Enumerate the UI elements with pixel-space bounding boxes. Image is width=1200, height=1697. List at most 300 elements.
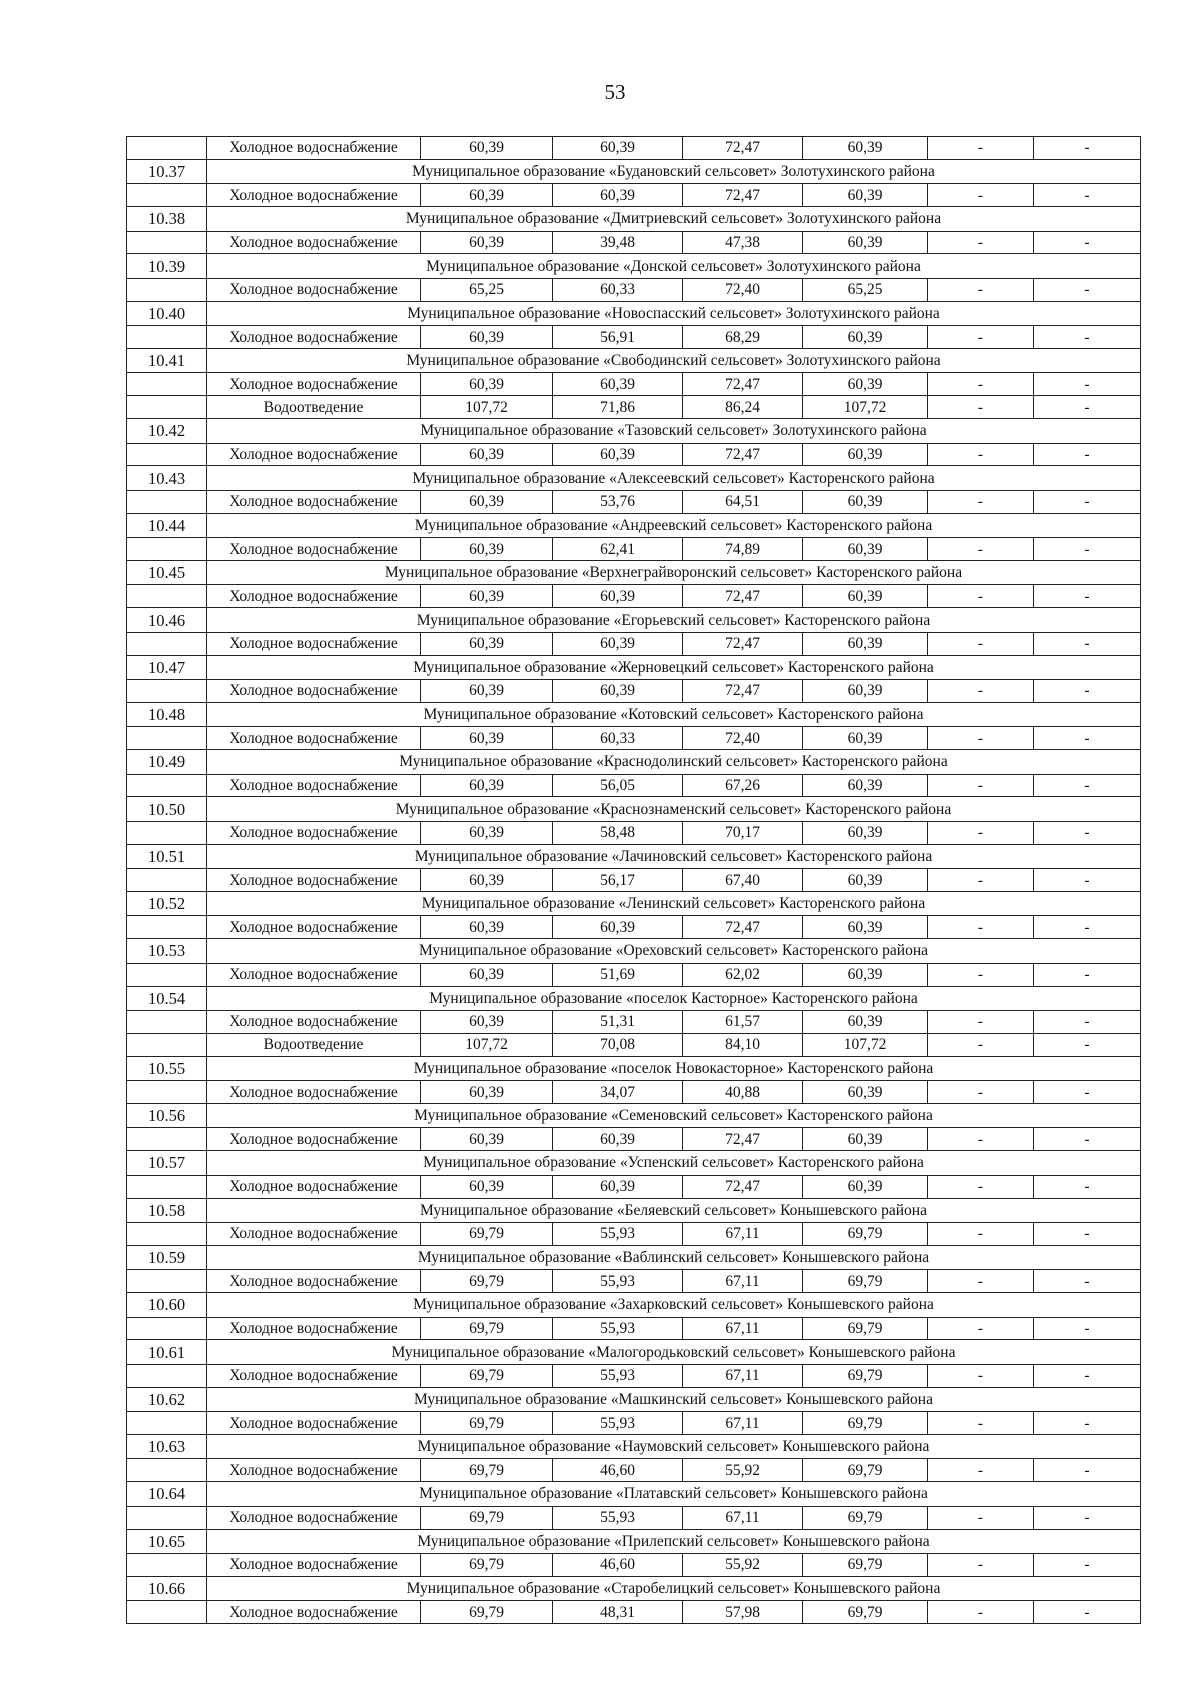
tariff-value: 58,48 — [553, 821, 683, 844]
municipality-title: Муниципальное образование «Свободинский сельсовет» Золотухинского района — [207, 349, 1141, 373]
table-row — [127, 137, 1141, 160]
empty-cell — [127, 326, 207, 349]
service-name: Холодное водоснабжение — [207, 821, 421, 844]
municipality-row — [127, 301, 1141, 325]
row-number: 10.45 — [127, 561, 207, 585]
municipality-row — [127, 159, 1141, 183]
tariff-value: 60,39 — [803, 727, 928, 750]
tariff-value: - — [1034, 443, 1141, 466]
table-row — [127, 1010, 1141, 1033]
tariff-value: - — [1034, 585, 1141, 608]
tariff-value: 72,40 — [683, 278, 803, 301]
municipality-title: Муниципальное образование «Наумовский сельсовет» Конышевского района — [207, 1434, 1141, 1458]
tariff-value: - — [1034, 821, 1141, 844]
row-number: 10.55 — [127, 1056, 207, 1080]
tariff-value: 60,39 — [803, 585, 928, 608]
municipality-row — [127, 1434, 1141, 1458]
tariff-value: 60,39 — [803, 916, 928, 939]
tariff-value: 69,79 — [421, 1270, 553, 1293]
empty-cell — [127, 1459, 207, 1482]
empty-cell — [127, 679, 207, 702]
tariff-value: 67,11 — [683, 1222, 803, 1245]
tariff-value: - — [928, 727, 1034, 750]
tariff-value: - — [928, 396, 1034, 419]
tariff-value: 69,79 — [803, 1459, 928, 1482]
table-row — [127, 585, 1141, 608]
service-name: Холодное водоснабжение — [207, 1459, 421, 1482]
table-row — [127, 326, 1141, 349]
tariff-value: - — [1034, 326, 1141, 349]
tariff-value: 61,57 — [683, 1010, 803, 1033]
municipality-title: Муниципальное образование «Верхнеграйворонский сельсовет» Касторенского района — [207, 561, 1141, 585]
tariff-value: 60,39 — [553, 373, 683, 396]
tariff-value: - — [928, 1317, 1034, 1340]
tariff-value: 60,39 — [421, 774, 553, 797]
empty-cell — [127, 1010, 207, 1033]
tariff-value: 60,39 — [421, 632, 553, 655]
tariff-value: 69,79 — [421, 1601, 553, 1624]
municipality-row — [127, 1245, 1141, 1269]
tariff-value: 39,48 — [553, 231, 683, 254]
service-name: Холодное водоснабжение — [207, 1128, 421, 1151]
municipality-row — [127, 349, 1141, 373]
tariff-value: 56,17 — [553, 869, 683, 892]
municipality-row — [127, 1529, 1141, 1553]
row-number: 10.53 — [127, 939, 207, 963]
municipality-title: Муниципальное образование «Ореховский сельсовет» Касторенского района — [207, 939, 1141, 963]
tariff-table — [126, 136, 1141, 1624]
row-number: 10.60 — [127, 1293, 207, 1317]
table-row — [127, 821, 1141, 844]
municipality-row — [127, 207, 1141, 231]
municipality-title: Муниципальное образование «Жерновецкий сельсовет» Касторенского района — [207, 655, 1141, 679]
table-body — [127, 137, 1141, 1624]
tariff-value: - — [928, 137, 1034, 160]
tariff-value: 60,39 — [803, 679, 928, 702]
municipality-title: Муниципальное образование «Беляевский сельсовет» Конышевского района — [207, 1198, 1141, 1222]
tariff-value: 60,39 — [421, 184, 553, 207]
tariff-value: 62,41 — [553, 538, 683, 561]
municipality-row — [127, 419, 1141, 443]
table-row — [127, 963, 1141, 986]
empty-cell — [127, 1175, 207, 1198]
service-name: Холодное водоснабжение — [207, 1175, 421, 1198]
municipality-title: Муниципальное образование «поселок Новокасторное» Касторенского района — [207, 1056, 1141, 1080]
row-number: 10.49 — [127, 750, 207, 774]
tariff-value: - — [928, 1010, 1034, 1033]
tariff-value: - — [928, 1553, 1034, 1576]
row-number: 10.39 — [127, 254, 207, 278]
tariff-value: - — [1034, 538, 1141, 561]
table-row — [127, 1459, 1141, 1482]
empty-cell — [127, 774, 207, 797]
tariff-value: 107,72 — [421, 396, 553, 419]
tariff-value: - — [1034, 1412, 1141, 1435]
tariff-value: - — [928, 443, 1034, 466]
service-name: Холодное водоснабжение — [207, 1364, 421, 1387]
tariff-value: 60,39 — [553, 632, 683, 655]
table-row — [127, 490, 1141, 513]
municipality-title: Муниципальное образование «Семеновский сельсовет» Касторенского района — [207, 1104, 1141, 1128]
municipality-row — [127, 986, 1141, 1010]
row-number: 10.40 — [127, 301, 207, 325]
tariff-value: 60,39 — [803, 963, 928, 986]
tariff-value: 60,39 — [421, 443, 553, 466]
municipality-row — [127, 513, 1141, 537]
municipality-row — [127, 1482, 1141, 1506]
service-name: Холодное водоснабжение — [207, 774, 421, 797]
municipality-title: Муниципальное образование «Малогородьковский сельсовет» Конышевского района — [207, 1340, 1141, 1364]
tariff-value: - — [1034, 1317, 1141, 1340]
table-row — [127, 774, 1141, 797]
tariff-value: 60,39 — [553, 1128, 683, 1151]
tariff-value: - — [928, 538, 1034, 561]
tariff-value: 69,79 — [421, 1317, 553, 1340]
empty-cell — [127, 490, 207, 513]
tariff-value: 107,72 — [803, 396, 928, 419]
municipality-title: Муниципальное образование «Краснознаменский сельсовет» Касторенского района — [207, 797, 1141, 821]
tariff-value: 69,79 — [803, 1317, 928, 1340]
tariff-value: - — [928, 679, 1034, 702]
empty-cell — [127, 1601, 207, 1624]
service-name: Холодное водоснабжение — [207, 538, 421, 561]
tariff-value: - — [1034, 1033, 1141, 1056]
tariff-value: - — [928, 373, 1034, 396]
table-row — [127, 1128, 1141, 1151]
empty-cell — [127, 869, 207, 892]
table-row — [127, 1081, 1141, 1104]
tariff-value: 72,47 — [683, 443, 803, 466]
municipality-row — [127, 466, 1141, 490]
service-name: Холодное водоснабжение — [207, 184, 421, 207]
table-row — [127, 1506, 1141, 1529]
tariff-value: - — [1034, 373, 1141, 396]
table-row — [127, 727, 1141, 750]
table-row — [127, 1601, 1141, 1624]
municipality-row — [127, 1056, 1141, 1080]
tariff-value: 69,79 — [803, 1506, 928, 1529]
tariff-value: 60,39 — [553, 916, 683, 939]
tariff-value: 60,39 — [421, 1081, 553, 1104]
municipality-title: Муниципальное образование «Будановский сельсовет» Золотухинского района — [207, 159, 1141, 183]
municipality-row — [127, 702, 1141, 726]
tariff-value: 60,39 — [421, 869, 553, 892]
municipality-title: Муниципальное образование «поселок Касторное» Касторенского района — [207, 986, 1141, 1010]
tariff-value: 70,08 — [553, 1033, 683, 1056]
tariff-value: 60,33 — [553, 278, 683, 301]
municipality-title: Муниципальное образование «Донской сельсовет» Золотухинского района — [207, 254, 1141, 278]
service-name: Холодное водоснабжение — [207, 231, 421, 254]
tariff-value: - — [928, 1601, 1034, 1624]
tariff-value: 69,79 — [421, 1412, 553, 1435]
tariff-value: - — [928, 1506, 1034, 1529]
row-number: 10.59 — [127, 1245, 207, 1269]
service-name: Холодное водоснабжение — [207, 1412, 421, 1435]
row-number: 10.38 — [127, 207, 207, 231]
tariff-value: - — [1034, 679, 1141, 702]
tariff-value: 60,39 — [421, 963, 553, 986]
tariff-value: 51,31 — [553, 1010, 683, 1033]
empty-cell — [127, 137, 207, 160]
row-number: 10.44 — [127, 513, 207, 537]
row-number: 10.66 — [127, 1576, 207, 1600]
tariff-value: - — [1034, 1601, 1141, 1624]
tariff-value: - — [1034, 1010, 1141, 1033]
tariff-value: - — [1034, 184, 1141, 207]
tariff-value: 72,47 — [683, 679, 803, 702]
tariff-value: - — [928, 1270, 1034, 1293]
tariff-value: 55,93 — [553, 1317, 683, 1340]
empty-cell — [127, 538, 207, 561]
empty-cell — [127, 1317, 207, 1340]
empty-cell — [127, 916, 207, 939]
tariff-value: 60,39 — [553, 443, 683, 466]
row-number: 10.52 — [127, 892, 207, 916]
service-name: Холодное водоснабжение — [207, 1222, 421, 1245]
tariff-value: 60,39 — [803, 632, 928, 655]
row-number: 10.43 — [127, 466, 207, 490]
tariff-value: 107,72 — [421, 1033, 553, 1056]
tariff-value: 60,39 — [421, 1175, 553, 1198]
municipality-title: Муниципальное образование «Прилепский сельсовет» Конышевского района — [207, 1529, 1141, 1553]
tariff-value: 60,39 — [421, 1128, 553, 1151]
table-row — [127, 1317, 1141, 1340]
tariff-value: - — [928, 916, 1034, 939]
tariff-value: 60,39 — [421, 585, 553, 608]
empty-cell — [127, 963, 207, 986]
tariff-value: - — [928, 869, 1034, 892]
tariff-value: 69,79 — [803, 1553, 928, 1576]
tariff-value: 67,40 — [683, 869, 803, 892]
tariff-value: 60,39 — [803, 137, 928, 160]
tariff-value: 69,79 — [803, 1222, 928, 1245]
tariff-value: - — [1034, 916, 1141, 939]
tariff-value: 55,93 — [553, 1270, 683, 1293]
row-number: 10.51 — [127, 844, 207, 868]
tariff-value: 72,47 — [683, 1128, 803, 1151]
tariff-value: - — [1034, 727, 1141, 750]
empty-cell — [127, 1553, 207, 1576]
service-name: Холодное водоснабжение — [207, 278, 421, 301]
municipality-title: Муниципальное образование «Егорьевский сельсовет» Касторенского района — [207, 608, 1141, 632]
tariff-value: - — [1034, 1364, 1141, 1387]
service-name: Холодное водоснабжение — [207, 1081, 421, 1104]
row-number: 10.47 — [127, 655, 207, 679]
service-name: Холодное водоснабжение — [207, 1270, 421, 1293]
tariff-value: 55,93 — [553, 1222, 683, 1245]
empty-cell — [127, 396, 207, 419]
service-name: Водоотведение — [207, 1033, 421, 1056]
tariff-value: 56,91 — [553, 326, 683, 349]
tariff-value: 55,93 — [553, 1364, 683, 1387]
row-number: 10.37 — [127, 159, 207, 183]
table-row — [127, 1412, 1141, 1435]
municipality-title: Муниципальное образование «Алексеевский сельсовет» Касторенского района — [207, 466, 1141, 490]
tariff-value: 69,79 — [803, 1412, 928, 1435]
tariff-value: 60,39 — [553, 679, 683, 702]
tariff-value: 67,26 — [683, 774, 803, 797]
municipality-title: Муниципальное образование «Андреевский сельсовет» Касторенского района — [207, 513, 1141, 537]
empty-cell — [127, 632, 207, 655]
service-name: Холодное водоснабжение — [207, 490, 421, 513]
municipality-row — [127, 892, 1141, 916]
tariff-value: 57,98 — [683, 1601, 803, 1624]
service-name: Холодное водоснабжение — [207, 1553, 421, 1576]
tariff-value: 60,39 — [553, 137, 683, 160]
tariff-value: 46,60 — [553, 1459, 683, 1482]
tariff-value: 71,86 — [553, 396, 683, 419]
tariff-value: 60,39 — [803, 184, 928, 207]
empty-cell — [127, 1412, 207, 1435]
empty-cell — [127, 184, 207, 207]
service-name: Холодное водоснабжение — [207, 679, 421, 702]
municipality-row — [127, 1104, 1141, 1128]
tariff-value: 72,47 — [683, 632, 803, 655]
municipality-title: Муниципальное образование «Лачиновский сельсовет» Касторенского района — [207, 844, 1141, 868]
tariff-value: - — [928, 1175, 1034, 1198]
tariff-value: 60,39 — [803, 774, 928, 797]
municipality-row — [127, 1576, 1141, 1600]
tariff-value: - — [1034, 1459, 1141, 1482]
tariff-value: - — [1034, 1553, 1141, 1576]
tariff-value: 60,39 — [421, 490, 553, 513]
tariff-value: 48,31 — [553, 1601, 683, 1624]
service-name: Холодное водоснабжение — [207, 1010, 421, 1033]
municipality-title: Муниципальное образование «Успенский сельсовет» Касторенского района — [207, 1151, 1141, 1175]
service-name: Холодное водоснабжение — [207, 326, 421, 349]
row-number: 10.48 — [127, 702, 207, 726]
row-number: 10.63 — [127, 1434, 207, 1458]
table-row — [127, 396, 1141, 419]
municipality-row — [127, 1151, 1141, 1175]
tariff-value: 65,25 — [803, 278, 928, 301]
municipality-row — [127, 797, 1141, 821]
tariff-value: 60,39 — [421, 1010, 553, 1033]
tariff-value: - — [1034, 396, 1141, 419]
row-number: 10.50 — [127, 797, 207, 821]
tariff-value: 60,39 — [803, 821, 928, 844]
municipality-row — [127, 1293, 1141, 1317]
tariff-value: 60,39 — [553, 1175, 683, 1198]
empty-cell — [127, 585, 207, 608]
municipality-title: Муниципальное образование «Старобелицкий сельсовет» Конышевского района — [207, 1576, 1141, 1600]
municipality-row — [127, 1340, 1141, 1364]
tariff-value: 55,93 — [553, 1412, 683, 1435]
tariff-value: 72,47 — [683, 184, 803, 207]
tariff-value: 74,89 — [683, 538, 803, 561]
tariff-value: - — [928, 231, 1034, 254]
tariff-value: 60,39 — [421, 137, 553, 160]
tariff-value: - — [1034, 490, 1141, 513]
tariff-value: - — [928, 490, 1034, 513]
tariff-value: 69,79 — [803, 1364, 928, 1387]
tariff-value: 72,47 — [683, 585, 803, 608]
service-name: Водоотведение — [207, 396, 421, 419]
tariff-value: 69,79 — [421, 1553, 553, 1576]
tariff-value: 67,11 — [683, 1506, 803, 1529]
row-number: 10.56 — [127, 1104, 207, 1128]
empty-cell — [127, 1033, 207, 1056]
service-name: Холодное водоснабжение — [207, 869, 421, 892]
empty-cell — [127, 1506, 207, 1529]
tariff-value: 55,92 — [683, 1459, 803, 1482]
tariff-value: 60,39 — [803, 443, 928, 466]
empty-cell — [127, 1128, 207, 1151]
table-row — [127, 1033, 1141, 1056]
tariff-value: - — [1034, 869, 1141, 892]
municipality-title: Муниципальное образование «Ваблинский сельсовет» Конышевского района — [207, 1245, 1141, 1269]
tariff-value: 69,79 — [803, 1601, 928, 1624]
municipality-row — [127, 254, 1141, 278]
tariff-value: 69,79 — [421, 1459, 553, 1482]
table-row — [127, 278, 1141, 301]
table-row — [127, 1553, 1141, 1576]
service-name: Холодное водоснабжение — [207, 632, 421, 655]
municipality-row — [127, 561, 1141, 585]
tariff-value: 68,29 — [683, 326, 803, 349]
row-number: 10.61 — [127, 1340, 207, 1364]
tariff-value: - — [1034, 1175, 1141, 1198]
tariff-value: 65,25 — [421, 278, 553, 301]
table-row — [127, 443, 1141, 466]
municipality-title: Муниципальное образование «Котовский сельсовет» Касторенского района — [207, 702, 1141, 726]
tariff-value: 64,51 — [683, 490, 803, 513]
municipality-row — [127, 1387, 1141, 1411]
tariff-value: - — [928, 1033, 1034, 1056]
tariff-value: 67,11 — [683, 1412, 803, 1435]
municipality-row — [127, 655, 1141, 679]
tariff-value: - — [1034, 231, 1141, 254]
table-row — [127, 679, 1141, 702]
municipality-title: Муниципальное образование «Тазовский сельсовет» Золотухинского района — [207, 419, 1141, 443]
tariff-value: 86,24 — [683, 396, 803, 419]
table-row — [127, 184, 1141, 207]
table-row — [127, 1222, 1141, 1245]
tariff-value: 67,11 — [683, 1364, 803, 1387]
empty-cell — [127, 1081, 207, 1104]
row-number: 10.62 — [127, 1387, 207, 1411]
municipality-title: Муниципальное образование «Захарковский сельсовет» Конышевского района — [207, 1293, 1141, 1317]
tariff-value: 72,40 — [683, 727, 803, 750]
tariff-value: 72,47 — [683, 916, 803, 939]
tariff-value: 40,88 — [683, 1081, 803, 1104]
tariff-value: - — [928, 1128, 1034, 1151]
tariff-value: - — [928, 585, 1034, 608]
tariff-value: - — [928, 1222, 1034, 1245]
table-row — [127, 869, 1141, 892]
tariff-value: 34,07 — [553, 1081, 683, 1104]
tariff-value: - — [928, 821, 1034, 844]
service-name: Холодное водоснабжение — [207, 1601, 421, 1624]
municipality-title: Муниципальное образование «Машкинский сельсовет» Конышевского района — [207, 1387, 1141, 1411]
tariff-value: - — [1034, 774, 1141, 797]
tariff-value: 56,05 — [553, 774, 683, 797]
tariff-value: - — [928, 326, 1034, 349]
tariff-value: 60,39 — [421, 821, 553, 844]
empty-cell — [127, 821, 207, 844]
tariff-value: 69,79 — [803, 1270, 928, 1293]
tariff-value: - — [1034, 963, 1141, 986]
tariff-value: 84,10 — [683, 1033, 803, 1056]
empty-cell — [127, 1270, 207, 1293]
municipality-title: Муниципальное образование «Ленинский сельсовет» Касторенского района — [207, 892, 1141, 916]
municipality-row — [127, 939, 1141, 963]
tariff-value: 60,39 — [421, 679, 553, 702]
table-row — [127, 231, 1141, 254]
table-row — [127, 916, 1141, 939]
tariff-value: 53,76 — [553, 490, 683, 513]
tariff-value: - — [928, 184, 1034, 207]
